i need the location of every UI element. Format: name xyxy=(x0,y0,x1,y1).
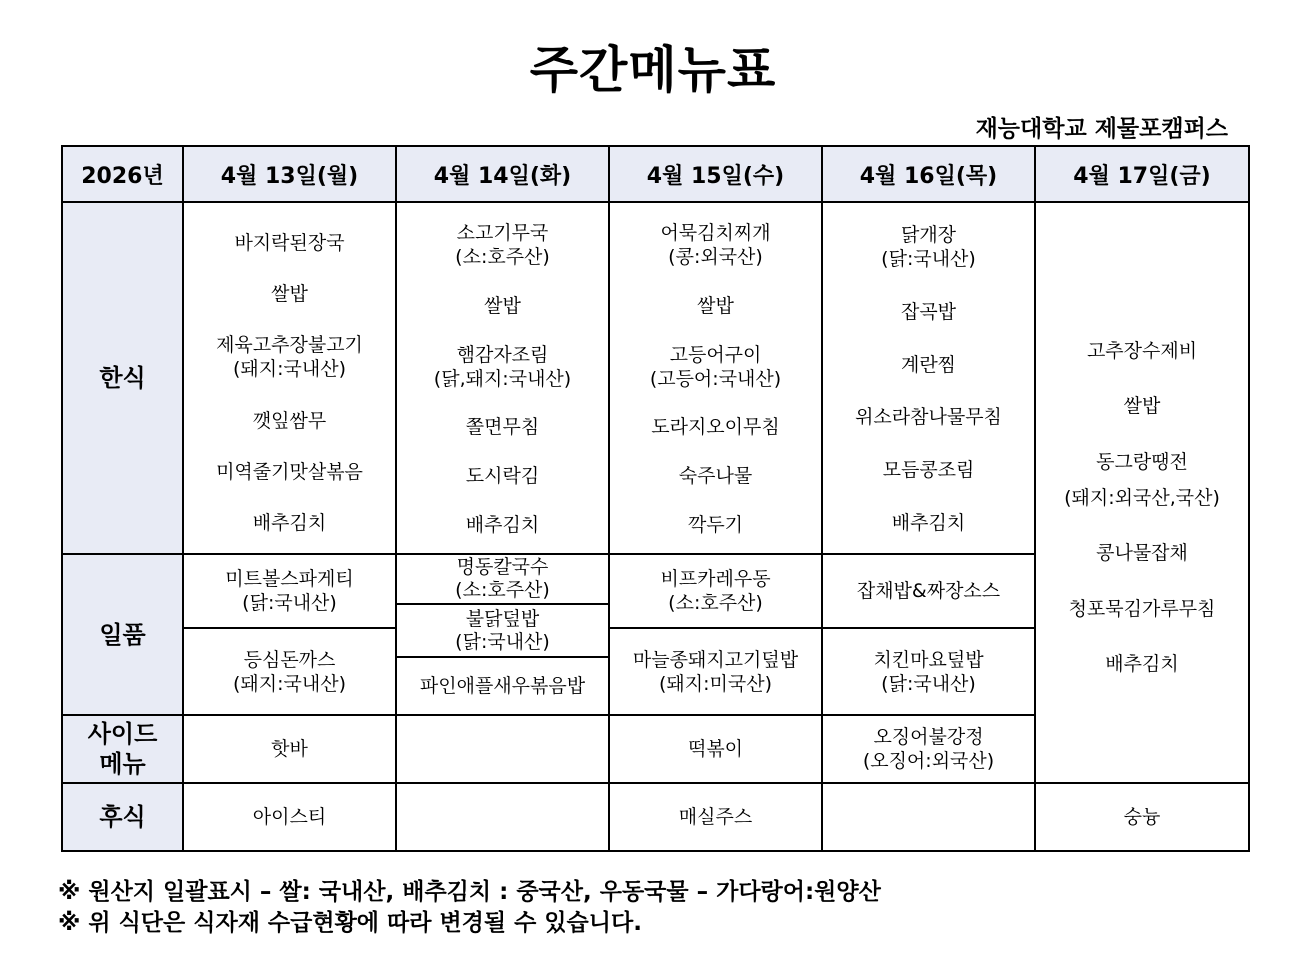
side-tue-cell xyxy=(396,715,609,783)
menu-item: 쌀밥 xyxy=(271,282,308,305)
dessert-mon-cell: 아이스티 xyxy=(183,783,396,851)
weekly-menu-table xyxy=(61,145,1250,852)
footnote-change: ※ 위 식단은 식자재 수급현황에 따라 변경될 수 있습니다. xyxy=(58,910,642,936)
menu-item: 도시락김 xyxy=(465,464,540,487)
single-wed-2: 마늘종돼지고기덮밥 (돼지:미국산) xyxy=(632,648,799,695)
single-thu-cell xyxy=(822,554,1035,715)
single-tue-2: 불닭덮밥 (닭:국내산) xyxy=(397,605,608,658)
single-wed-1: 비프카레우동 (소:호주산) xyxy=(610,555,821,629)
korean-mon-cell xyxy=(183,202,396,554)
korean-wed-cell xyxy=(609,202,822,554)
menu-item: 계란찜 xyxy=(900,353,957,376)
korean-thu-cell xyxy=(822,202,1035,554)
menu-item: 배추김치 xyxy=(465,513,540,536)
menu-item: 깍두기 xyxy=(687,513,744,536)
day-header-mon: 4월 13일(월) xyxy=(183,146,396,202)
day-header-fri: 4월 17일(금) xyxy=(1035,146,1249,202)
menu-item: 배추김치 xyxy=(891,511,966,534)
dessert-fri-cell: 숭늉 xyxy=(1035,783,1249,851)
day-header-thu: 4월 16일(목) xyxy=(822,146,1035,202)
menu-item: 깻잎쌈무 xyxy=(252,409,327,432)
menu-item: 모듬콩조림 xyxy=(882,458,975,481)
dessert-thu-cell xyxy=(822,783,1035,851)
menu-item: 소고기무국 (소:호주산) xyxy=(455,222,550,269)
single-mon-cell xyxy=(183,554,396,715)
menu-item: 쌀밥 xyxy=(484,294,521,317)
side-mon-cell: 핫바 xyxy=(183,715,396,783)
menu-item: 도라지오이무침 xyxy=(651,416,780,439)
side-wed-cell: 떡볶이 xyxy=(609,715,822,783)
menu-item: 청포묵김가루무침 xyxy=(1068,597,1216,620)
dessert-wed-cell: 매실주스 xyxy=(609,783,822,851)
menu-item: 닭개장 (닭:국내산) xyxy=(881,224,976,271)
day-header-wed: 4월 15일(수) xyxy=(609,146,822,202)
row-label-single: 일품 xyxy=(62,554,183,715)
campus-name: 재능대학교 제물포캠퍼스 xyxy=(975,116,1228,142)
single-mon-2: 등심돈까스 (돼지:국내산) xyxy=(233,648,346,695)
single-thu-2: 치킨마요덮밥 (닭:국내산) xyxy=(873,648,984,695)
row-label-korean: 한식 xyxy=(62,202,183,554)
row-label-side: 사이드 메뉴 xyxy=(62,715,183,783)
dessert-tue-cell xyxy=(396,783,609,851)
menu-item: 쌀밥 xyxy=(1123,395,1161,418)
menu-item: 고추장수제비 xyxy=(1086,339,1198,362)
menu-item: 숙주나물 xyxy=(678,464,753,487)
single-tue-3: 파인애플새우볶음밥 xyxy=(419,674,586,697)
menu-item: 배추김치 xyxy=(252,512,327,535)
year-header: 2026년 xyxy=(62,146,183,202)
menu-item: 바지락된장국 xyxy=(234,231,345,254)
single-tue-cell xyxy=(396,554,609,715)
menu-item: 콩나물잡채 xyxy=(1096,542,1188,565)
menu-item: 쌀밥 xyxy=(697,294,734,317)
menu-item: 어묵김치찌개 (콩:외국산) xyxy=(660,222,771,269)
row-label-dessert: 후식 xyxy=(62,783,183,851)
day-header-tue: 4월 14일(화) xyxy=(396,146,609,202)
single-thu-1: 잡채밥&짜장소스 xyxy=(823,555,1034,629)
single-mon-1: 미트볼스파게티 (닭:국내산) xyxy=(184,555,395,629)
fri-lunch-cell xyxy=(1035,202,1249,783)
menu-item: 고등어구이 (고등어:국내산) xyxy=(649,343,782,390)
single-wed-cell xyxy=(609,554,822,715)
menu-item: 동그랑땡전 (돼지:외국산,국산) xyxy=(1064,450,1220,509)
menu-item: 쫄면무침 xyxy=(465,416,540,439)
menu-item: 위소라참나물무침 xyxy=(855,406,1002,429)
menu-item: 미역줄기맛살볶음 xyxy=(216,460,363,483)
footnotes xyxy=(58,877,881,939)
dessert-row xyxy=(62,783,1249,851)
side-thu-cell: 오징어불강정 (오징어:외국산) xyxy=(822,715,1035,783)
menu-item: 잡곡밥 xyxy=(900,300,957,323)
single-tue-1: 명동칼국수 (소:호주산) xyxy=(397,555,608,605)
korean-row xyxy=(62,202,1249,554)
page-title: 주간메뉴표 xyxy=(529,41,777,99)
header-row xyxy=(62,146,1249,202)
menu-item: 배추김치 xyxy=(1105,653,1179,676)
korean-tue-cell xyxy=(396,202,609,554)
footnote-origin: ※ 원산지 일괄표시 – 쌀: 국내산, 배추김치 : 중국산, 우동국물 – 가다랑어:원양산 xyxy=(58,879,881,905)
menu-item: 햄감자조림 (닭,돼지:국내산) xyxy=(433,343,572,390)
menu-item: 제육고추장불고기 (돼지:국내산) xyxy=(216,334,363,381)
